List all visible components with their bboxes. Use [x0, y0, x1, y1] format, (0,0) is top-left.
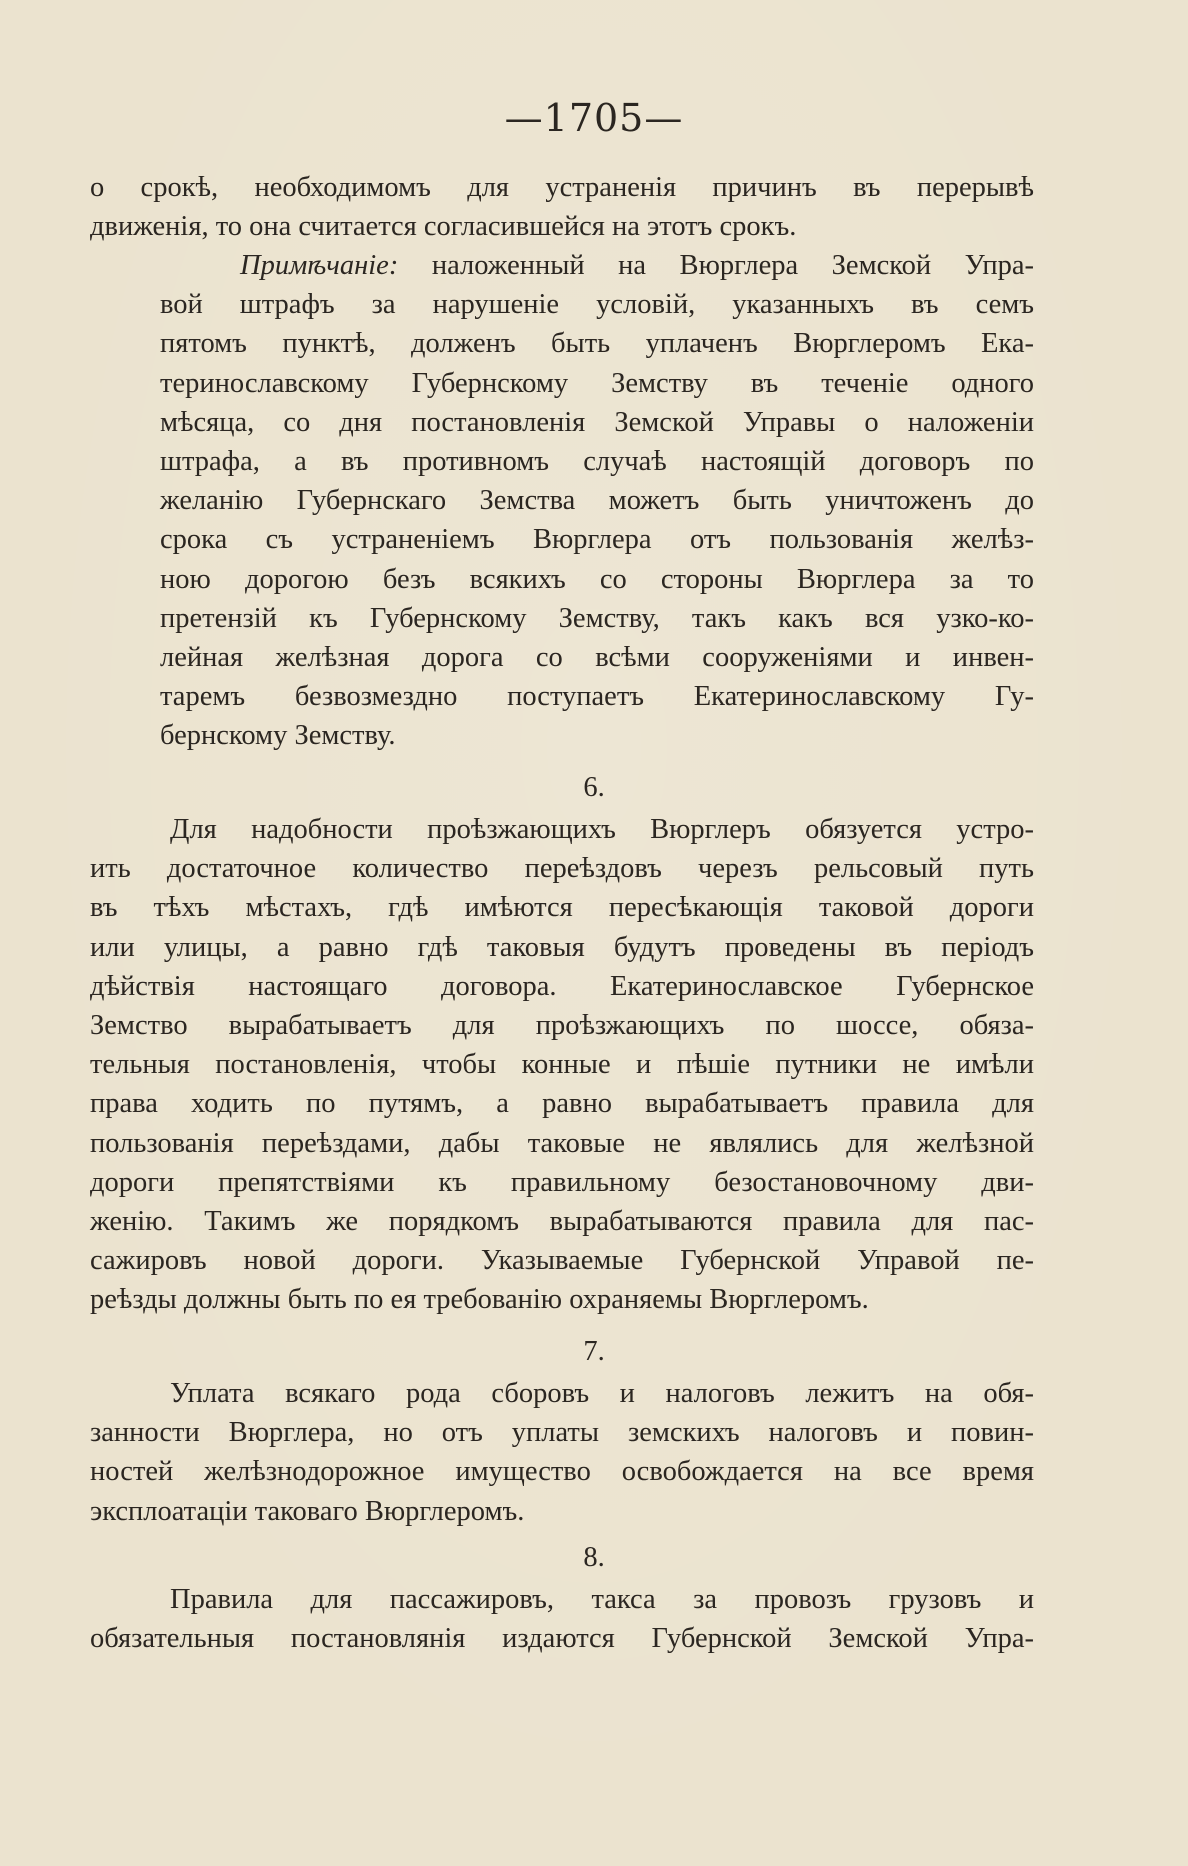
text-line: эксплоатаціи таковаго Вюрглеромъ.: [90, 1495, 525, 1527]
text-line: Уплата всякаго рода сборовъ и налоговъ лежитъ на обя-: [170, 1378, 1034, 1409]
note-first-line-text: наложенный на Вюрглера Земской Упра-: [431, 250, 1034, 281]
page-number: —1705—: [504, 96, 684, 140]
text-line: обязательныя постановлянія издаются Губернской Земской Упра-: [90, 1623, 1034, 1655]
text-line: занности Вюрглера, но отъ уплаты земскихъ налоговъ и повин-: [90, 1417, 1034, 1449]
section-number-8: 8.: [583, 1542, 605, 1573]
note-label: Примѣчаніе:: [240, 250, 399, 281]
text-line: дѣйствія настоящаго договора. Екатеринославское Губернское: [90, 970, 1034, 1002]
text-line: реѣзды должны быть по ея требованію охраняемы Вюрглеромъ.: [90, 1284, 869, 1316]
text-line: движенія, то она считается согласившейся на этотъ срокъ.: [90, 211, 797, 243]
text-line: о срокѣ, необходимомъ для устраненія причинъ въ перерывѣ: [90, 172, 1034, 203]
text-line: мѣсяца, со дня постановленія Земской Управы о наложеніи: [160, 406, 1034, 438]
section-6-paragraph: [90, 810, 1034, 1320]
text-line: срока съ устраненіемъ Вюрглера отъ пользованія желѣз-: [160, 524, 1034, 556]
text-line: Земство вырабатываетъ для проѣзжающихъ по шоссе, обяза-: [90, 1010, 1034, 1042]
intro-paragraph: [90, 168, 1034, 246]
text-line: Правила для пассажировъ, такса за провозъ грузовъ и: [170, 1584, 1034, 1615]
text-line: дороги препятствіями къ правильному безостановочному дви-: [90, 1166, 1034, 1198]
text-line: желанію Губернскаго Земства можетъ быть уничтоженъ до: [160, 485, 1034, 517]
note-first-line: [160, 246, 1034, 285]
note-paragraph: [160, 246, 1034, 756]
text-line: Для надобности проѣзжающихъ Вюрглеръ обязуется устро-: [170, 814, 1034, 845]
text-line: штрафа, а въ противномъ случаѣ настоящій договоръ по: [160, 446, 1034, 478]
text-line: или улицы, а равно гдѣ таковыя будутъ проведены въ періодъ: [90, 931, 1034, 963]
text-line: тельныя постановленія, чтобы конные и пѣшіе путники не имѣли: [90, 1049, 1034, 1081]
text-line: ною дорогою безъ всякихъ со стороны Вюрглера за то: [160, 563, 1034, 595]
text-line: женію. Такимъ же порядкомъ вырабатываются правила для пас-: [90, 1206, 1034, 1238]
text-line: пятомъ пунктѣ, долженъ быть уплаченъ Вюрглеромъ Ека-: [160, 328, 1034, 360]
section-7-paragraph: [90, 1374, 1034, 1531]
text-line: вой штрафъ за нарушеніе условій, указанныхъ въ семъ: [160, 289, 1034, 321]
section-number-6: 6.: [583, 772, 605, 803]
text-line: пользованія переѣздами, дабы таковые не являлись для желѣзной: [90, 1127, 1034, 1159]
text-line: сажировъ новой дороги. Указываемые Губернской Управой пе-: [90, 1245, 1034, 1277]
text-line: права ходить по путямъ, а равно вырабатываетъ правила для: [90, 1088, 1034, 1120]
text-line: лейная желѣзная дорога со всѣми сооруженіями и инвен-: [160, 642, 1034, 674]
section-number-7: 7.: [583, 1336, 605, 1367]
section-8-paragraph: [90, 1580, 1034, 1658]
text-line: въ тѣхъ мѣстахъ, гдѣ имѣются пересѣкающія таковой дороги: [90, 892, 1034, 924]
text-line: теринославскому Губернскому Земству въ теченіе одного: [160, 367, 1034, 399]
text-line: таремъ безвозмездно поступаетъ Екатеринославскому Гу-: [160, 681, 1034, 713]
text-line: бернскому Земству.: [160, 720, 396, 752]
text-line: претензій къ Губернскому Земству, такъ какъ вся узко-ко-: [160, 602, 1034, 634]
text-line: ностей желѣзнодорожное имущество освобождается на все время: [90, 1456, 1034, 1488]
text-line: ить достаточное количество переѣздовъ черезъ рельсовый путь: [90, 853, 1034, 885]
